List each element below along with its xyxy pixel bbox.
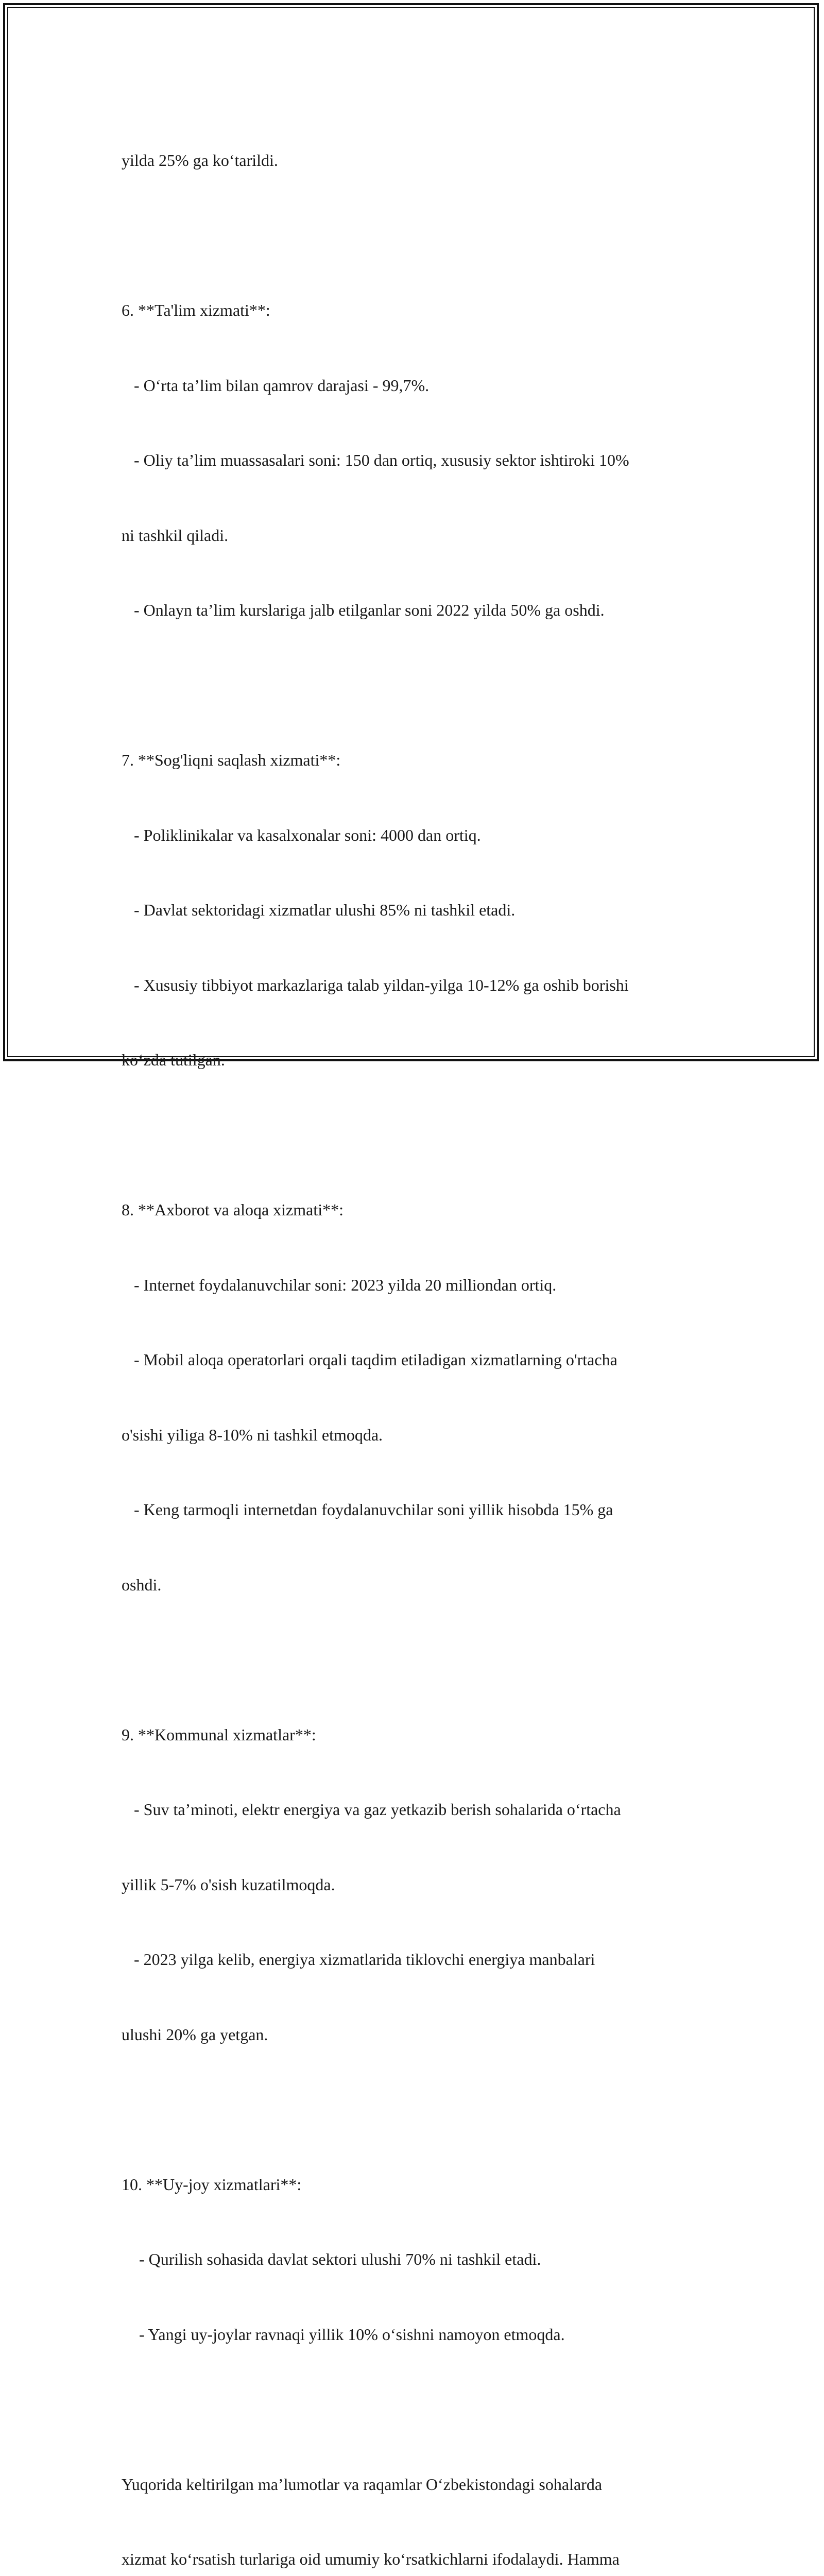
bullet-line: - Oliy ta’lim muassasalari soni: 150 dan ortiq, xususiy sektor ishtiroki 10% xyxy=(134,451,629,469)
bullet-line: - Mobil aloqa operatorlari orqali taqdim etiladigan xizmatlarning o'rtacha xyxy=(134,1350,617,1369)
blank-line xyxy=(122,1647,709,1672)
section-heading-8: 8. **Axborot va aloqa xizmati**: xyxy=(122,1200,344,1219)
conclusion-line: Yuqorida keltirilgan ma’lumotlar va raqamlar O‘zbekistondagi sohalarda xyxy=(122,2475,603,2494)
bullet-line: - Poliklinikalar va kasalxonalar soni: 4000 dan ortiq. xyxy=(134,825,481,844)
bullet-line: - Qurilish sohasida davlat sektori ulushi 70% ni tashkil etadi. xyxy=(139,2250,541,2268)
bullet-line: - Xususiy tibbiyot markazlariga talab yildan-yilga 10-12% ga oshib borishi xyxy=(134,975,629,994)
bullet-line: - Suv ta’minoti, elektr energiya va gaz yetkazib berish sohalarida o‘rtacha xyxy=(134,1800,621,1819)
text-line: ni tashkil qiladi. xyxy=(122,526,229,545)
blank-line xyxy=(122,2397,709,2422)
blank-line xyxy=(122,223,709,248)
text-line: ulushi 20% ga yetgan. xyxy=(122,2025,268,2044)
text-line: o'sishi yiliga 8-10% ni tashkil etmoqda. xyxy=(122,1425,383,1444)
section-heading-10: 10. **Uy-joy xizmatlari**: xyxy=(122,2175,302,2194)
text-line: yilda 25% ga ko‘tarildi. xyxy=(122,151,278,170)
section-heading-7: 7. **Sog'liqni saqlash xizmati**: xyxy=(122,751,341,769)
bullet-line: - Internet foydalanuvchilar soni: 2023 yilda 20 milliondan ortiq. xyxy=(134,1275,557,1294)
document-body xyxy=(122,98,709,2576)
bullet-line: - Davlat sektoridagi xizmatlar ulushi 85% ni tashkil etadi. xyxy=(134,901,516,919)
bullet-line: - Keng tarmoqli internetdan foydalanuvchilar soni yillik hisobda 15% ga xyxy=(134,1500,613,1519)
blank-line xyxy=(122,2097,709,2122)
bullet-line: - Onlayn ta’lim kurslariga jalb etilganlar soni 2022 yilda 50% ga oshdi. xyxy=(134,601,605,619)
bullet-line: - Yangi uy-joylar ravnaqi yillik 10% o‘sishni namoyon etmoqda. xyxy=(139,2325,565,2344)
text-line: yillik 5-7% o'sish kuzatilmoqda. xyxy=(122,1875,335,1894)
bullet-line: - O‘rta ta’lim bilan qamrov darajasi - 99,7%. xyxy=(134,376,430,395)
blank-line xyxy=(122,1123,709,1148)
blank-line xyxy=(122,673,709,698)
text-line: ko‘zda tutilgan. xyxy=(122,1050,225,1069)
section-heading-6: 6. **Ta'lim xizmati**: xyxy=(122,301,270,319)
conclusion-line: xizmat ko‘rsatish turlariga oid umumiy ko‘rsatkichlarni ifodalaydi. Hamma xyxy=(122,2550,620,2568)
text-line: oshdi. xyxy=(122,1575,162,1594)
section-heading-9: 9. **Kommunal xizmatlar**: xyxy=(122,1725,316,1744)
bullet-line: - 2023 yilga kelib, energiya xizmatlarida tiklovchi energiya manbalari xyxy=(134,1950,595,1969)
